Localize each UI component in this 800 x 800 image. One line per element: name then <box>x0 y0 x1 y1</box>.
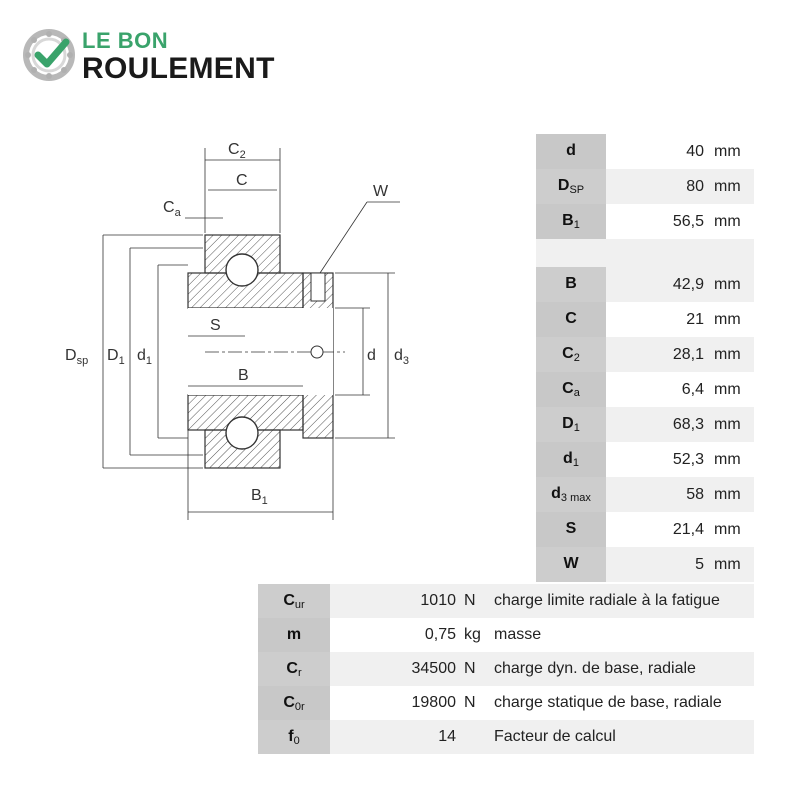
table-row <box>536 204 754 239</box>
load-description: Facteur de calcul <box>484 720 754 754</box>
dim-value: 6,4 <box>681 380 704 398</box>
load-unit: N <box>464 694 476 711</box>
load-value: 1010 <box>330 584 464 618</box>
dim-unit: mm <box>714 169 754 204</box>
ball-top <box>226 254 258 286</box>
load-unit: N <box>464 652 484 686</box>
dim-key: $C_2$ <box>536 337 606 372</box>
dim-key: d <box>536 134 606 169</box>
label-c2: $C_2$ <box>228 141 246 161</box>
logo-line-2: ROULEMENT <box>82 52 275 85</box>
dim-key: $B_1$ <box>536 204 606 239</box>
dim-key: $D_1$ <box>536 407 606 442</box>
dim-unit: mm <box>714 267 754 302</box>
dim-key: C <box>536 302 606 337</box>
label-b: B <box>238 367 249 384</box>
load-key: $f_0$ <box>258 720 330 754</box>
dim-value: 52,3 <box>672 450 704 468</box>
dim-key: S <box>536 512 606 547</box>
dim-key: B <box>536 267 606 302</box>
set-screw <box>311 273 325 301</box>
dim-value: 21 <box>686 310 704 328</box>
dim-value: 21,4 <box>672 520 704 538</box>
load-key: m <box>258 618 330 652</box>
load-unit: N <box>464 584 484 618</box>
table-row <box>258 686 754 720</box>
dim-unit: mm <box>714 310 741 328</box>
dim-value: 58 <box>606 477 714 512</box>
dim-value: 5 <box>606 547 714 582</box>
label-dsp: $D_{sp}$ <box>65 347 89 367</box>
load-description: charge dyn. de base, radiale <box>484 652 754 686</box>
table-row <box>536 302 754 337</box>
load-rating-table <box>258 584 754 754</box>
dim-key: $d_{3 max}$ <box>536 477 606 512</box>
dim-unit: mm <box>714 547 754 582</box>
dim-value: 40 <box>686 142 704 160</box>
dim-unit: mm <box>714 407 754 442</box>
dim-key: $C_a$ <box>536 372 606 407</box>
label-d: d <box>367 347 376 364</box>
load-description: charge limite radiale à la fatigue <box>484 584 754 618</box>
load-description: charge statique de base, radiale <box>494 694 722 711</box>
table-row <box>536 134 754 169</box>
dim-value: 56,5 <box>672 212 704 230</box>
dim-unit: mm <box>714 450 741 468</box>
dim-unit: mm <box>714 212 741 230</box>
table-row <box>536 169 754 204</box>
label-c: C <box>236 172 248 189</box>
label-w: W <box>373 183 389 200</box>
label-s: S <box>210 317 221 334</box>
table-row <box>536 337 754 372</box>
table-row <box>536 407 754 442</box>
label-d3: $d_3$ <box>394 347 410 367</box>
table-spacer <box>536 239 754 267</box>
dim-value: 42,9 <box>606 267 714 302</box>
logo-line-1: LE BON <box>82 28 169 53</box>
table-row <box>536 442 754 477</box>
ball-bottom <box>226 417 258 449</box>
dimension-table <box>536 134 754 582</box>
table-row <box>536 512 754 547</box>
load-key: $C_{ur}$ <box>258 584 330 618</box>
load-key: $C_r$ <box>258 652 330 686</box>
bearing-check-icon <box>22 28 76 82</box>
table-row <box>258 652 754 686</box>
load-value: 34500 <box>330 652 464 686</box>
dim-unit: mm <box>714 477 754 512</box>
dim-value: 68,3 <box>606 407 714 442</box>
label-d1-outer: $D_1$ <box>107 347 125 367</box>
dim-unit: mm <box>714 337 754 372</box>
bearing-section-drawing <box>55 130 455 530</box>
dim-value: 80 <box>606 169 714 204</box>
brand-logo <box>22 26 302 86</box>
load-key: $C_{0r}$ <box>258 686 330 720</box>
table-row <box>536 267 754 302</box>
dim-key: $d_1$ <box>536 442 606 477</box>
label-ca: $C_a$ <box>163 199 181 219</box>
label-d1-inner: $d_1$ <box>137 347 153 367</box>
dim-unit: mm <box>714 380 741 398</box>
dim-unit: mm <box>714 142 741 160</box>
table-row <box>536 547 754 582</box>
table-row <box>258 618 754 652</box>
dim-key: W <box>536 547 606 582</box>
dim-value: 28,1 <box>606 337 714 372</box>
dim-unit: mm <box>714 520 741 538</box>
dim-key: $D_{SP}$ <box>536 169 606 204</box>
load-value: 14 <box>330 720 464 754</box>
table-row <box>258 584 754 618</box>
load-description: masse <box>494 626 542 643</box>
table-row <box>536 372 754 407</box>
table-row <box>536 477 754 512</box>
table-row <box>258 720 754 754</box>
load-unit: kg <box>464 626 481 643</box>
load-value: 0,75 <box>424 626 456 643</box>
load-value: 19800 <box>411 694 456 711</box>
label-b1: $B_1$ <box>251 487 268 507</box>
load-unit <box>464 720 484 754</box>
